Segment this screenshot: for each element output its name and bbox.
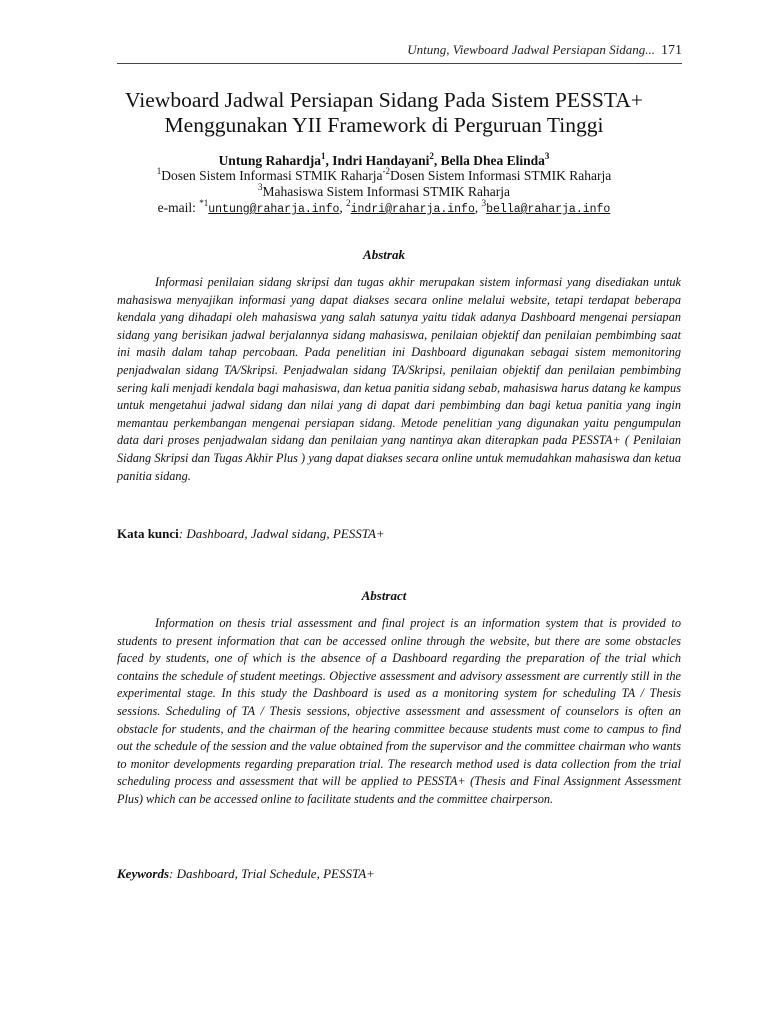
page-number: 171 xyxy=(661,43,682,58)
running-head-text: Untung, Viewboard Jadwal Persiapan Sidang... xyxy=(407,42,655,57)
kata-kunci-label: Kata kunci xyxy=(117,526,179,541)
affil-2-sup: -2 xyxy=(382,166,390,176)
affil-2-text: Dosen Sistem Informasi STMIK Raharja xyxy=(390,168,612,183)
abstrak-heading: Abstrak xyxy=(363,247,405,262)
email-line: e-mail: $^{*1}$untung@raharja.info, $^2$indri@raharja.info, $^3$bella@raharja.info xyxy=(157,198,611,216)
email-link-1[interactable]: untung@raharja.info xyxy=(208,203,340,216)
email-link-3[interactable]: bella@raharja.info xyxy=(486,203,611,216)
email-1-sup: *1 xyxy=(199,198,209,208)
author-3-sup: 3 xyxy=(544,151,550,161)
affiliation-line-2 xyxy=(60,184,708,200)
author-1-sup: 1 xyxy=(320,151,326,161)
affiliation-line-1 xyxy=(60,168,708,184)
affil-1-sup: 1 xyxy=(156,166,162,176)
affil-1-text: Dosen Sistem Informasi STMIK Raharja xyxy=(161,168,383,183)
keywords-line xyxy=(117,866,375,882)
author-1: Untung Rahardja xyxy=(218,153,321,168)
author-2-sup: 2 xyxy=(429,151,434,161)
title-line-1: Viewboard Jadwal Persiapan Sidang Pada Sistem PESSTA+ xyxy=(125,88,643,112)
keywords-label: Keywords xyxy=(117,866,169,881)
affil-3-sup: 3 xyxy=(258,182,263,192)
abstrak-body: Informasi penilaian sidang skripsi dan tugas akhir merupakan sistem informasi yang disediakan untuk mahasiswa menyajikan informasi yang dapat diakses secara online melalui website, tetapi terdapat beberapa kendala yang dihadapi oleh mahasiswa yang salah satunya yaitu tidak adanya Dashboard mengenai persiapan sidang yang berisikan jadwal berjalannya sidang mahasiswa, penilaian objektif dan penilaian pembimbing saat ini masih dalam tahap percobaan. Pada penelitian ini Dashboard digunakan sebagai sistem memonitoring penjadwalan sidang TA/Skripsi. Penjadwalan sidang TA/Skripsi, penilaian objektif dan penilaian pembimbing sering kali menjadi kendala bagi mahasiswa, dan ketua panitia sidang sebab, mahasiswa harus datang ke kampus untuk mengetahui jadwal sidang dan nilai yang di dapat dari pembimbing dan bagi ketua panitia yang ingin memantau perkembangan mengenai persiapan sidang. Metode penelitian yang digunakan yaitu pengumpulan data dari proses penjadwalan sidang dan penilaian yang nantinya akan diterapkan pada PESSTA+ ( Penilaian Sidang Skripsi dan Tugas Akhir Plus ) yang dapat diakses secara online untuk memudahkan mahasiswa dan ketua panitia sidang. xyxy=(117,275,681,483)
email-2-sup: 2 xyxy=(346,198,351,208)
author-2: Indri Handayani xyxy=(332,153,430,168)
kata-kunci-value: : Dashboard, Jadwal sidang, PESSTA+ xyxy=(178,526,385,541)
author-list: Untung Rahardja$^1$, Indri Handayani$^2$, Bella Dhea Elinda$^3$ xyxy=(218,151,550,168)
email-3-sup: 3 xyxy=(481,198,487,208)
kata-kunci-line xyxy=(117,526,385,542)
header-rule xyxy=(117,63,682,64)
running-head xyxy=(407,42,682,59)
email-label: e-mail: xyxy=(157,200,200,215)
abstract-body: Information on thesis trial assessment and final project is an information system that is provided to students to present information that can be accessed online through the website, but there are some obstacles faced by students, one of which is the absence of a Dashboard regarding the preparation of the trial which contains the schedule of student meetings. Objective assessment and advisory assessment are currently still in the experimental stage. In this study the Dashboard is used as a monitoring system for scheduling TA / Thesis sessions. Scheduling of TA / Thesis sessions, objective assessment and assessment of counselors is often an obstacle for students, and the chairman of the hearing committee because students must come to campus to find out the schedule of the session and the value obtained from the supervisor and the committee chairman who wants to monitor developments regarding preparation trial. The research method used is data collection from the trial scheduling process and assessment that will be applied to PESSTA+ (Thesis and Final Assignment Assessment Plus) which can be accessed online to facilitate students and the committee chairperson. xyxy=(117,616,681,806)
paper-title xyxy=(60,88,708,138)
keywords-value: : Dashboard, Trial Schedule, PESSTA+ xyxy=(169,866,375,881)
author-3: Bella Dhea Elinda xyxy=(440,153,545,168)
abstract-heading: Abstract xyxy=(361,588,407,603)
email-link-2[interactable]: indri@raharja.info xyxy=(350,203,475,216)
affil-3-text: Mahasiswa Sistem Informasi STMIK Raharja xyxy=(262,184,510,199)
title-line-2: Menggunakan YII Framework di Perguruan Tinggi xyxy=(164,113,604,137)
